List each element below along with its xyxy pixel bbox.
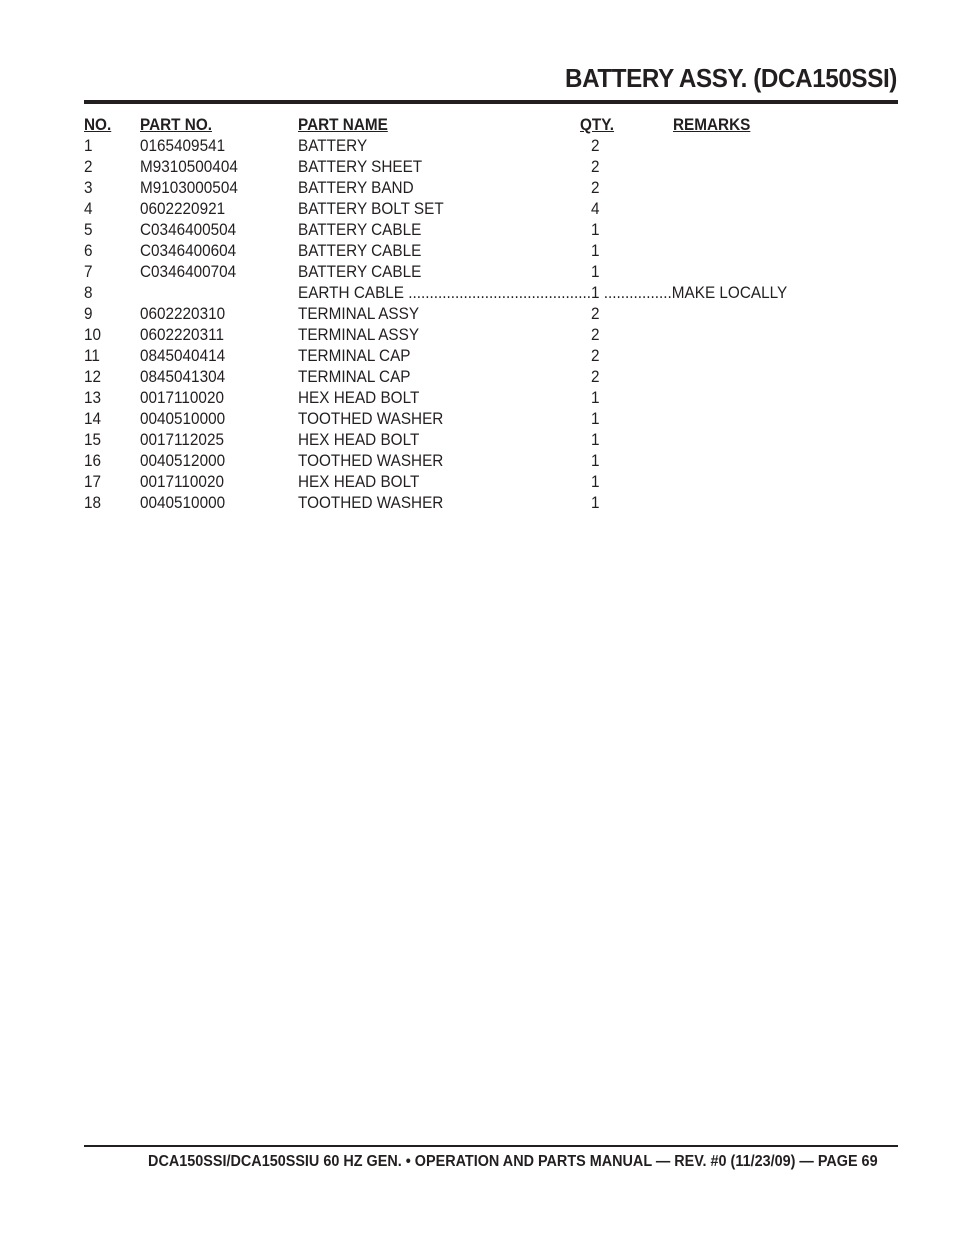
row-part-no: 0602220921 bbox=[140, 199, 226, 218]
parts-table bbox=[84, 114, 898, 513]
row-qty: 1 bbox=[591, 388, 600, 407]
row-part-no: 0602220311 bbox=[140, 325, 224, 344]
row-part-name: BATTERY BOLT SET bbox=[298, 199, 444, 218]
row-part-name: BATTERY BAND bbox=[298, 178, 414, 197]
row-part-no: 0845041304 bbox=[140, 367, 226, 386]
row-no: 3 bbox=[84, 178, 93, 197]
row-no: 14 bbox=[84, 409, 102, 428]
table-row bbox=[84, 345, 898, 366]
header-part-name: PART NAME bbox=[298, 115, 388, 134]
row-qty: 2 bbox=[591, 136, 600, 155]
row-qty: 2 bbox=[591, 178, 600, 197]
table-row bbox=[84, 303, 898, 324]
row-no: 13 bbox=[84, 388, 102, 407]
row-no: 16 bbox=[84, 451, 102, 470]
header-remarks: REMARKS bbox=[673, 115, 751, 134]
row-qty: 1 bbox=[591, 220, 600, 239]
row-leader-text: EARTH CABLE ...........................................1 ................MAKE LOCALLY bbox=[298, 283, 788, 302]
row-part-name: TERMINAL ASSY bbox=[298, 325, 420, 344]
row-part-no: 0017110020 bbox=[140, 472, 224, 491]
table-row bbox=[84, 177, 898, 198]
table-row bbox=[84, 135, 898, 156]
row-part-name: TOOTHED WASHER bbox=[298, 451, 444, 470]
row-qty: 2 bbox=[591, 346, 600, 365]
row-part-no: M9103000504 bbox=[140, 178, 238, 197]
table-row bbox=[84, 282, 898, 303]
row-part-name: TOOTHED WASHER bbox=[298, 493, 444, 512]
table-row bbox=[84, 450, 898, 471]
row-qty: 1 bbox=[591, 493, 600, 512]
row-part-name: TERMINAL CAP bbox=[298, 346, 411, 365]
row-part-no: C0346400604 bbox=[140, 241, 237, 260]
row-no: 18 bbox=[84, 493, 102, 512]
row-no: 1 bbox=[84, 136, 93, 155]
header-qty: QTY. bbox=[580, 115, 615, 134]
row-part-no: M9310500404 bbox=[140, 157, 238, 176]
table-row bbox=[84, 387, 898, 408]
row-qty: 2 bbox=[591, 325, 600, 344]
row-qty: 4 bbox=[591, 199, 600, 218]
footer-divider bbox=[84, 1145, 898, 1147]
row-qty: 1 bbox=[591, 262, 600, 281]
row-part-name: BATTERY CABLE bbox=[298, 220, 422, 239]
table-row bbox=[84, 429, 898, 450]
row-part-name: TOOTHED WASHER bbox=[298, 409, 444, 428]
row-qty: 2 bbox=[591, 157, 600, 176]
table-row bbox=[84, 492, 898, 513]
title-divider bbox=[84, 100, 898, 104]
table-row bbox=[84, 156, 898, 177]
row-no: 12 bbox=[84, 367, 102, 386]
table-row bbox=[84, 471, 898, 492]
header-no: NO. bbox=[84, 115, 112, 134]
table-body bbox=[84, 135, 898, 513]
row-qty: 1 bbox=[591, 430, 600, 449]
row-part-no: 0845040414 bbox=[140, 346, 226, 365]
row-part-name: HEX HEAD BOLT bbox=[298, 388, 420, 407]
row-part-no: 0602220310 bbox=[140, 304, 226, 323]
row-part-name: HEX HEAD BOLT bbox=[298, 430, 420, 449]
row-no: 7 bbox=[84, 262, 93, 281]
row-part-name: TERMINAL CAP bbox=[298, 367, 411, 386]
row-qty: 1 bbox=[591, 409, 600, 428]
row-part-name: BATTERY SHEET bbox=[298, 157, 423, 176]
row-part-no: 0017112025 bbox=[140, 430, 224, 449]
row-part-name: BATTERY CABLE bbox=[298, 241, 422, 260]
row-no: 5 bbox=[84, 220, 93, 239]
row-qty: 1 bbox=[591, 451, 600, 470]
row-part-name: TERMINAL ASSY bbox=[298, 304, 420, 323]
row-part-name: BATTERY CABLE bbox=[298, 262, 422, 281]
row-no: 2 bbox=[84, 157, 93, 176]
header-part-no: PART NO. bbox=[140, 115, 212, 134]
row-part-no: 0040510000 bbox=[140, 409, 226, 428]
row-no: 9 bbox=[84, 304, 93, 323]
table-row bbox=[84, 219, 898, 240]
row-qty: 2 bbox=[591, 304, 600, 323]
row-part-name: HEX HEAD BOLT bbox=[298, 472, 420, 491]
table-row bbox=[84, 366, 898, 387]
table-row bbox=[84, 324, 898, 345]
table-row bbox=[84, 240, 898, 261]
row-part-no: 0165409541 bbox=[140, 136, 226, 155]
row-qty: 2 bbox=[591, 367, 600, 386]
row-no: 17 bbox=[84, 472, 102, 491]
page-title: BATTERY ASSY. (DCA150SSI) bbox=[565, 63, 897, 93]
row-no: 15 bbox=[84, 430, 102, 449]
row-part-no: 0017110020 bbox=[140, 388, 224, 407]
row-part-no: C0346400504 bbox=[140, 220, 237, 239]
table-header bbox=[84, 114, 898, 135]
row-no: 10 bbox=[84, 325, 102, 344]
row-qty: 1 bbox=[591, 472, 600, 491]
table-row bbox=[84, 261, 898, 282]
row-qty: 1 bbox=[591, 241, 600, 260]
table-row bbox=[84, 408, 898, 429]
page-footer: DCA150SSI/DCA150SSIU 60 HZ GEN. • OPERATION AND PARTS MANUAL — REV. #0 (11/23/09) — PAGE 69 bbox=[148, 1153, 878, 1170]
row-part-no: 0040510000 bbox=[140, 493, 226, 512]
row-part-no: 0040512000 bbox=[140, 451, 226, 470]
row-part-no: C0346400704 bbox=[140, 262, 237, 281]
row-no: 11 bbox=[84, 346, 100, 365]
row-no: 4 bbox=[84, 199, 93, 218]
table-row bbox=[84, 198, 898, 219]
row-part-name: BATTERY bbox=[298, 136, 368, 155]
row-no: 8 bbox=[84, 283, 93, 302]
row-no: 6 bbox=[84, 241, 93, 260]
